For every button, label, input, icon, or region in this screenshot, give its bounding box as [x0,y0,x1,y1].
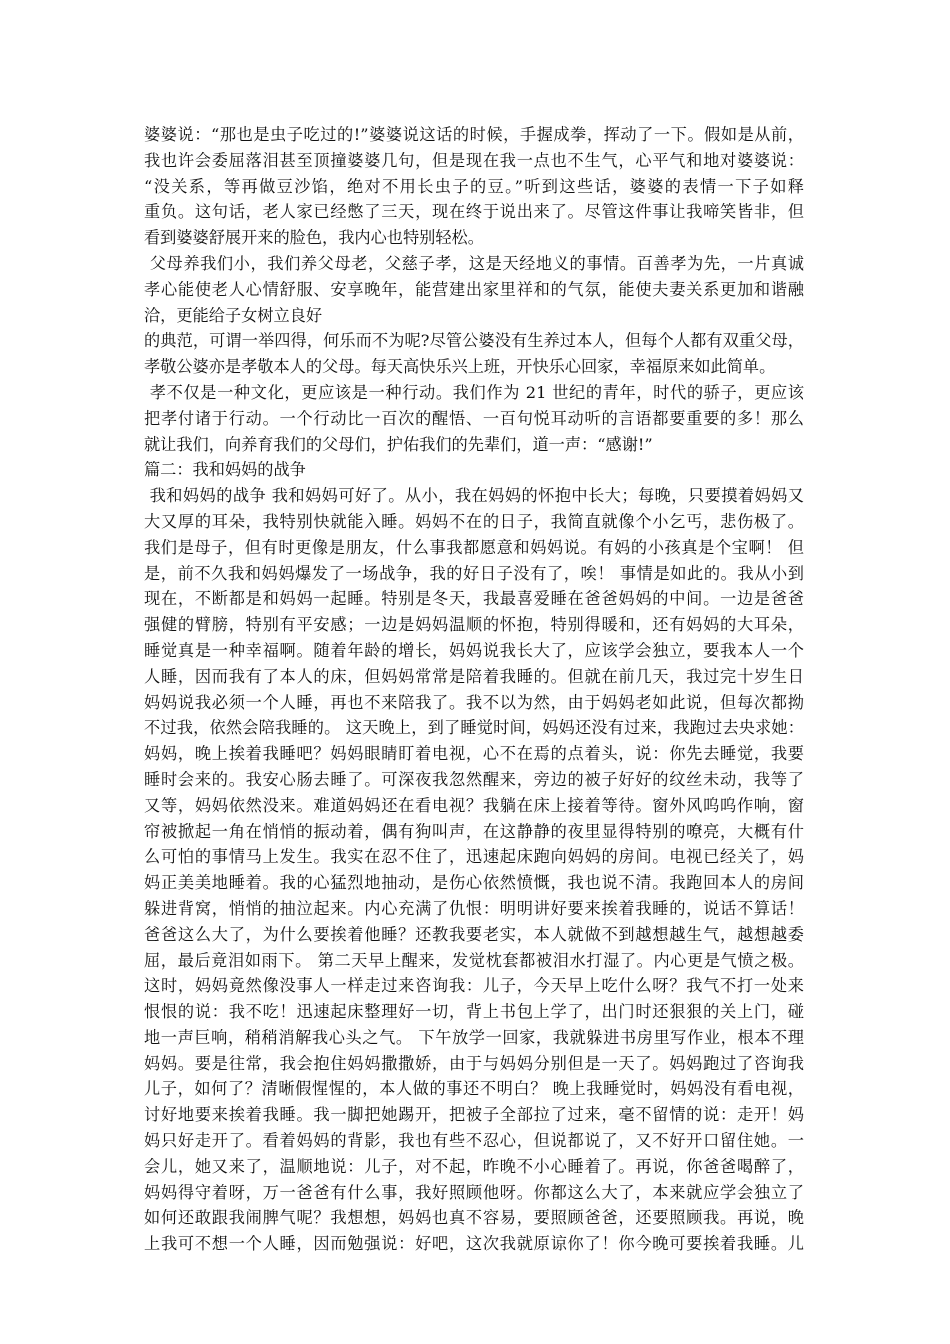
text-line: 上我可不想一个人睡，因而勉强说：好吧，这次我就原谅你了！你今晚可要挨着我睡。儿 [144,1234,804,1254]
text-line: 大又厚的耳朵，我特别快就能入睡。妈妈不在的日子，我简直就像个小乞丐，悲伤极了。 [144,511,804,531]
text-line: 孝不仅是一种文化，更应该是一种行动。我们作为 21 世纪的青年，时代的骄子，更应该 [144,382,804,402]
text-line: 躲进背窝，悄悄的抽泣起来。内心充满了仇恨：明明讲好要来挨着我睡的，说话不算话！ [144,898,804,918]
text-line: 现在，不断都是和妈妈一起睡。特别是冬天，我最喜爱睡在爸爸妈妈的中间。一边是爸爸 [144,589,804,609]
text-line: 孝敬公婆亦是孝敬本人的父母。每天高快乐兴上班，开快乐心回家，幸福原来如此简单。 [144,357,776,377]
text-line: 妈只好走开了。看着妈妈的背影，我也有些不忍心，但说都说了，又不好开口留住她。一 [144,1131,804,1151]
text-line: 是，前不久我和妈妈爆发了一场战争，我的好日子没有了，唉！ 事情是如此的。我从小到 [144,563,804,583]
text-line: 父母养我们小，我们养父母老，父慈子孝，这是天经地义的事情。百善孝为先，一片真诚 [144,253,804,273]
text-line: 人睡，因而我有了本人的床，但妈妈常常是陪着我睡的。但就在前几天，我过完十岁生日 [144,666,804,686]
text-line: 妈妈得守着呀，万一爸爸有什么事，我好照顾他呀。你都这么大了，本来就应学会独立了 [144,1182,804,1202]
text-line: 看到婆婆舒展开来的脸色，我内心也特别轻松。 [144,228,484,248]
text-line: 妈妈说我必须一个人睡，再也不来陪我了。我不以为然，由于妈妈老如此说，但每次都拗 [144,692,804,712]
text-line: 把孝付诸于行动。一个行动比一百次的醒悟、一百句悦耳动听的言语都要重要的多！那么 [144,408,804,428]
text-line: 妈妈，晚上挨着我睡吧？妈妈眼睛盯着电视，心不在焉的点着头，说：你先去睡觉，我要 [144,744,804,764]
text-line: 就让我们，向养育我们的父母们，护佑我们的先辈们，道一声：“感谢!” [144,434,653,454]
document-body-text [144,122,804,1257]
text-line: 重负。这句话，老人家已经憋了三天，现在终于说出来了。尽管这件事让我啼笑皆非，但 [144,202,804,222]
text-line: 讨好地要来挨着我睡。我一脚把她踢开，把被子全部拉了过来，毫不留情的说：走开！妈 [144,1105,804,1125]
text-line: 如何还敢跟我闹脾气呢？我想想，妈妈也真不容易，要照顾爸爸，还要照顾我。再说，晚 [144,1208,804,1228]
text-line: 睡觉真是一种幸福啊。随着年龄的增长，妈妈说我长大了，应该学会独立，要我本人一个 [144,640,804,660]
text-line: 帘被掀起一角在悄悄的振动着，偶有狗叫声，在这静静的夜里显得特别的嘹亮，大概有什 [144,821,804,841]
text-line: 会儿，她又来了，温顺地说：儿子，对不起，昨晚不小心睡着了。再说，你爸爸喝醉了， [144,1156,804,1176]
text-line: 篇二：我和妈妈的战争 [144,460,306,480]
text-line: 妈妈。要是往常，我会抱住妈妈撒撒娇，由于与妈妈分别但是一天了。妈妈跑过了咨询我 [144,1053,804,1073]
text-line: 爸爸这么大了，为什么要挨着他睡？还教我要老实，本人就做不到越想越生气，越想越委 [144,924,804,944]
text-line: 么可怕的事情马上发生。我实在忍不住了，迅速起床跑向妈妈的房间。电视已经关了，妈 [144,847,804,867]
text-line: 恨恨的说：我不吃！迅速起床整理好一切，背上书包上学了，出门时还狠狠的关上门，碰 [144,1002,804,1022]
text-line: 的典范，可谓一举四得，何乐而不为呢?尽管公婆没有生养过本人，但每个人都有双重父母， [144,331,804,351]
text-line: 这时，妈妈竟然像没事人一样走过来咨询我：儿子，今天早上吃什么呀？我气不打一处来 [144,976,804,996]
text-line: 孝心能使老人心情舒服、安享晚年，能营建出家里祥和的气氛，能使夫妻关系更加和谐融 [144,279,804,299]
text-line: 屈，最后竟泪如雨下。 第二天早上醒来，发觉枕套都被泪水打湿了。内心更是气愤之极。 [144,950,804,970]
text-line: 地一声巨响，稍稍消解我心头之气。 下午放学一回家，我就躲进书房里写作业，根本不理 [144,1027,804,1047]
text-line: 洽，更能给子女树立良好 [144,305,323,325]
text-line: “没关系，等再做豆沙馅，绝对不用长虫子的豆。”听到这些话，婆婆的表情一下子如释 [144,176,804,196]
text-line: 强健的臂膀，特别有平安感；一边是妈妈温顺的怀抱，特别得暖和，还有妈妈的大耳朵， [144,615,804,635]
text-line: 又等，妈妈依然没来。难道妈妈还在看电视？我躺在床上接着等待。窗外风呜呜作响，窗 [144,795,804,815]
text-line: 儿子，如何了？清晰假惺惺的，本人做的事还不明白？ 晚上我睡觉时，妈妈没有看电视， [144,1079,804,1099]
text-line: 妈正美美地睡着。我的心猛烈地抽动，是伤心依然愤慨，我也说不清。我跑回本人的房间 [144,873,804,893]
text-line: 睡时会来的。我安心肠去睡了。可深夜我忽然醒来，旁边的被子好好的纹丝未动，我等了 [144,769,804,789]
text-line: 婆婆说：“那也是虫子吃过的!”婆婆说这话的时候，手握成拳，挥动了一下。假如是从前， [144,125,804,144]
text-line: 我也许会委屈落泪甚至顶撞婆婆几句，但是现在我一点也不生气，心平气和地对婆婆说： [144,150,804,170]
text-line: 我和妈妈的战争 我和妈妈可好了。从小，我在妈妈的怀抱中长大；每晚，只要摸着妈妈又 [144,486,804,506]
text-line: 不过我，依然会陪我睡的。 这天晚上，到了睡觉时间，妈妈还没有过来，我跑过去央求她： [144,718,804,738]
text-line: 我们是母子，但有时更像是朋友，什么事我都愿意和妈妈说。有妈的小孩真是个宝啊！ 但 [144,537,804,557]
